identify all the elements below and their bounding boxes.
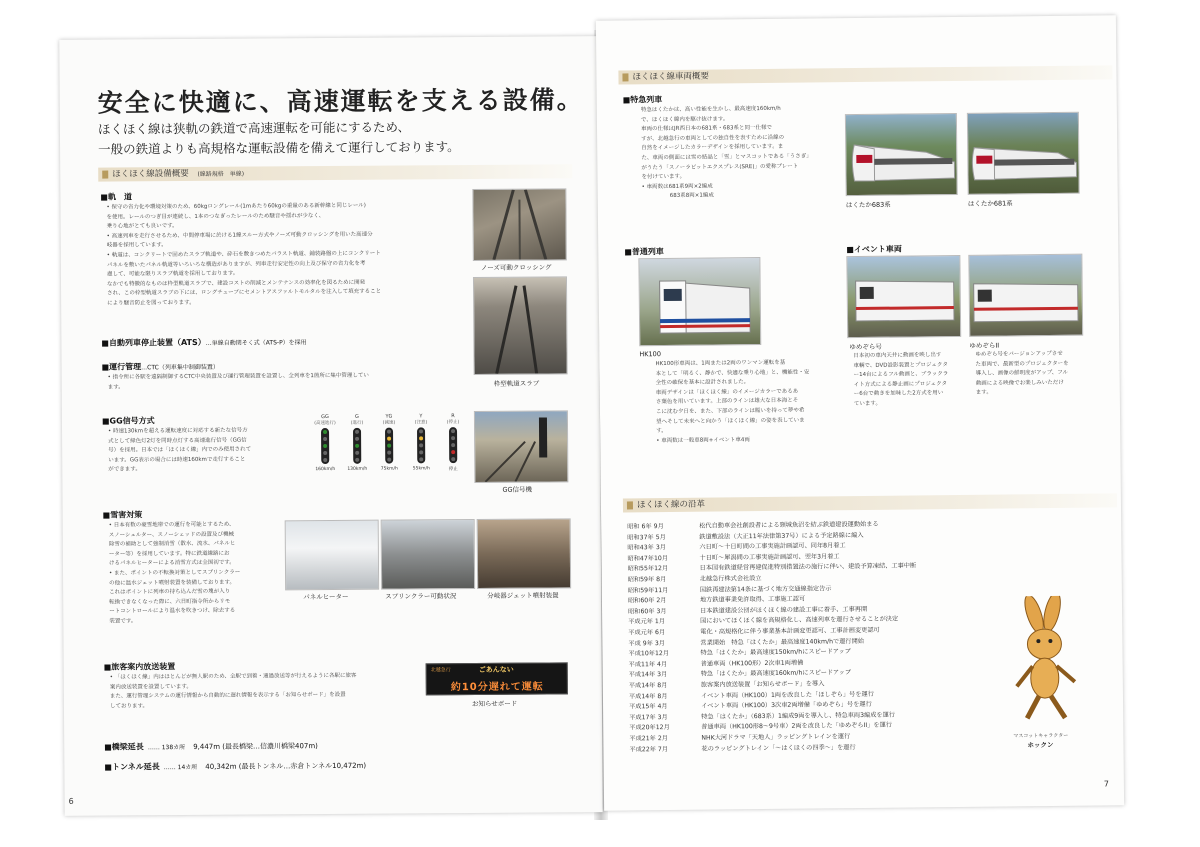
history-event: 普通車両（HK100形8〜9号車）2両を改良した「ゆめぞらII」を運行 [701, 722, 892, 732]
signal-aspect-name: G [354, 413, 359, 420]
signal-lamp [451, 436, 455, 440]
history-event: 地方鉄道事業免許取得、工事施工認可 [699, 595, 806, 604]
signal-lamp [323, 437, 327, 441]
hk100-illustration [639, 258, 760, 345]
page-number-left: 6 [68, 796, 74, 806]
history-date: 平成元年 1月 [628, 618, 666, 626]
caption-gg-signal: GG信号機 [502, 485, 533, 494]
section-band-history [623, 493, 1117, 512]
signal-aspect-name: Y [419, 413, 423, 420]
signal-lamp [387, 458, 391, 462]
gg-text: • 時速130kmを超える運転速度に対応する新たな信号方 式として緑色灯2灯を同時点灯する高速進行信号（GG信 号）を採用。日本では「ほくほく線」内でのみ使用されて います。GG表示の場合には時速160kmで走行すること ができます。 [108, 427, 252, 473]
history-event: 日本鉄道建設公団がほくほく線の建設工事に着手、工事再開 [700, 605, 868, 615]
bridge-length: ■橋梁延長 …… 138カ所 9,447m (最長橋梁…信濃川橋梁407m) [104, 742, 318, 752]
signal-lamp [419, 443, 423, 447]
caption-yumezora: ゆめぞら号 [849, 342, 882, 352]
signal-lamp [323, 458, 327, 462]
lead-line-1: ほくほく線は狭軌の鉄道で高速運転を可能にするため、 [97, 119, 410, 137]
yumezora-illustration [847, 256, 960, 337]
caption-frame-slab: 枠型軌道スラブ [493, 379, 540, 388]
signal-column [374, 413, 404, 471]
photo-gg-signal [474, 410, 569, 483]
history-date: 昭和59年11月 [627, 586, 669, 595]
signal-diagram [310, 413, 470, 484]
photo-panel-heater [285, 520, 379, 591]
tunnel-length: ■トンネル延長 …… 14カ所 40,342m (最長トンネル…赤倉トンネル10,472m) [104, 761, 367, 772]
history-event: 電化・高規格化に伴う事業基本計画変更認可、工事計画変更認可 [700, 626, 880, 636]
photo-nose-crossing [472, 188, 567, 261]
gg-heading: ■GG信号方式 [101, 416, 155, 426]
section-subtitle: (線路規格 単線) [197, 170, 245, 178]
history-date: 平成10年12月 [628, 650, 670, 658]
event-train-heading: ■イベント車両 [846, 244, 902, 255]
signal-lamp [451, 429, 455, 433]
signal-lamp [355, 437, 359, 441]
right-page [596, 15, 1124, 810]
signal-column [342, 414, 372, 472]
local-train-heading: ■普通列車 [624, 247, 664, 257]
history-event: 国鉄再建法第14条に基づく地方交通線指定告示 [699, 584, 832, 594]
history-event: NHK大河ドラマ「天地人」ラッピングトレインを運行 [701, 733, 851, 742]
page-number-right: 7 [1103, 779, 1110, 789]
signal-aspect-name: GG [321, 414, 329, 421]
signal-lamp [419, 429, 423, 433]
photo-hakutaka-683 [845, 113, 958, 196]
caption-jet-device: 分岐器ジェット噴射装置 [487, 591, 559, 600]
history-event: 特急「はくたか」最高速度160km/hにスピードアップ [700, 669, 852, 679]
section-band-rolling-stock [618, 65, 1112, 84]
signal-aspect-meaning: (進行) [350, 420, 364, 426]
yumezora2-illustration [969, 255, 1082, 336]
section-title: ほくほく線設備概要 [112, 168, 189, 180]
photo-sprinkler [381, 519, 475, 590]
signal-speed: 停止 [448, 467, 458, 473]
history-event: 鉄道敷設法（大正11年法律第37号）による予定路線に編入 [699, 531, 864, 541]
photo-yumezora [846, 255, 961, 338]
history-event: 松代自動車会社創設者による頸城魚沼を結ぶ鉄道建設運動始まる [699, 520, 879, 530]
history-date: 昭和59年 8月 [627, 576, 667, 584]
track-text: • 保守の省力化や環境対策のため、60kgロングレール(1mあたり60kgの重量のある新幹線と同じレール) を使用。レールのつぎ目が連続し、1本のつなぎったレールのため騒音や揺れが少なく、 乗り心地がとても良いです。 • 高速列車を走行させるため、中間停車場に於ける1線スルー方式やノーズ可動クロッシングを用いた高速分 岐器を採用しています。 • 軌道は、コンクリートで固めたスラブ軌道や、砕石を敷きつめたバラスト軌道、鋪装路盤の上にコンクリート パネルを敷いたパネル軌道等いろいろな構造がありますが、列車走行安定性の向上及び保守の省力化を考 慮して、可能な限りスラブ軌道を採用しております。 なかでも特徴的なものは枠型軌道スラブで、建設コストの削減とメンテナンスの効率化を図るために開発 され、この枠型軌道スラブの下には、ロングチューブにセメントアスファルトモルタルを注入して填充すること により騒音防止を図っております。 [106, 202, 382, 307]
signal-aspect-meaning: (減速) [382, 420, 396, 426]
history-date: 平成17年 3月 [629, 713, 668, 722]
mascot-name: ホックン [1027, 740, 1054, 750]
history-event: 六日町〜十日町間の工事実施計画認可、同年8月着工 [699, 542, 846, 551]
photo-hk100 [638, 257, 761, 346]
photo-hakutaka-681 [967, 112, 1080, 195]
signal-lamp [419, 450, 423, 454]
signal-column [310, 414, 340, 472]
signal-aspect-meaning: (停止) [446, 420, 460, 426]
track-heading: ■軌 道 [100, 192, 132, 202]
notice-board-message: 約10分遅れて運転 [450, 681, 544, 694]
yumezora-2-text: ゆめぞら号をバージョンアップさせ た車両で、最新型のプロジェクターを 導入し、画像の鮮明度がアップ、フル 動画による映像でお楽しみいただけ ます。 [975, 350, 1069, 397]
history-date: 平成22年 7月 [629, 745, 669, 754]
ats-heading: ■自動列車停止装置（ATS）…単線自動閉そく式（ATS-P）を採用 [101, 337, 307, 348]
history-date: 平成21年 2月 [629, 735, 668, 743]
signal-lamp [323, 451, 327, 455]
pa-text: • 「ほくほく線」内はほとんどが無人駅のため、全駅で到着・通過放送等が行えるように各駅に旅客 案内放送装置を設置しています。 また、運行管理システムの運行情報から自動的に遅れ情報を表示する「お知らせボード」を設置 しております。 [109, 672, 357, 710]
caption-sprinkler: スプリンクラー可動状況 [385, 592, 457, 601]
signal-lamp [387, 451, 391, 455]
signal-head-icon [449, 427, 457, 463]
history-date: 平成 9年 3月 [628, 639, 665, 648]
mascot-label: マスコットキャラクター [1013, 732, 1069, 740]
history-event: 花のラッピングトレイン「〜はくほくの四季〜」を運行 [701, 743, 856, 753]
signal-lamp [323, 430, 327, 434]
signal-lamp [387, 444, 391, 448]
history-date: 平成14年 3月 [628, 671, 668, 679]
notice-board: 北越急行 ごあんない 約10分遅れて運転 [426, 662, 568, 695]
photo-jet-device [477, 518, 571, 589]
signal-column [438, 413, 468, 472]
train-illustration [846, 114, 957, 195]
lead-line-2: 一般の鉄道よりも高規格な運転設備を備えて運行しております。 [98, 139, 460, 157]
signal-lamp [387, 437, 391, 441]
signal-aspect-meaning: (注意) [414, 420, 428, 426]
signal-pole-illustration [475, 411, 567, 482]
signal-lamp [451, 457, 455, 461]
signal-aspect-name: R [451, 413, 455, 420]
signal-head-icon [417, 427, 425, 463]
history-event: イベント車両（HK100）1両を改良した「ほしぞら」号を運行 [700, 690, 874, 700]
history-date: 昭和 6年 9月 [627, 523, 664, 531]
signal-head-icon [321, 428, 329, 464]
rails-illustration [473, 189, 565, 260]
train-illustration-2 [968, 113, 1079, 194]
signal-speed: 75km/h [380, 466, 398, 472]
section-band-equipment [98, 164, 572, 181]
history-event: 営業開始 特急「はくたか」最高速度140km/hで運行開始 [700, 637, 864, 647]
snow-heading: ■雪害対策 [102, 510, 143, 520]
rabbit-mascot-icon [1004, 596, 1085, 727]
signal-speed: 160km/h [315, 466, 336, 473]
caption-panel-heater: パネルヒーター [303, 592, 349, 602]
history-date: 平成11年 4月 [628, 660, 668, 669]
limited-express-text: 特急はくたかは、高い性能を生かし、最高速度160km/h で、ほくほく線内を駆け抜けます。 車両の仕様はJR西日本の681系・683系と同一仕様で すが、北越急行の車両としての独自性を表すために沿線の 自然をイメージしたカラーデザインを採用しています。ま た、車両の側面には雪の結晶と「雪」とマスコットである「うさぎ」 がうたう「スノーラビットエクスプレス(SRE)」の愛称プレート を付けています。 • 車両数は681系9両×2編成 683系8両×1編成 [640, 105, 812, 200]
signal-lamp [387, 430, 391, 434]
slab-illustration [474, 277, 567, 374]
signal-lamp [451, 443, 455, 447]
history-date: 平成14年 8月 [628, 682, 668, 690]
signal-lamp [451, 450, 455, 454]
caption-notice-board: お知らせボード [471, 699, 518, 709]
snow-text: • 日本有数の豪雪地帯での運行を可能とするため、 スノーシェルター、スノーシェッドの設置及び機械 除雪の補助として強制消雪（散水、流水、パネルヒ ーター等）を採用しています。特に鉄道線路にお けるパネルヒーターによる消雪方式は全国初です。 • また、ポイントの不転換対策としてスプリンクラー の他に温水ジェット噴射装置を装備しております。 これはポイントに列車の持ち込んだ雪の塊が入り 転換できなくなった際に、六日町指令所からリモ ートコントロールにより温水を吹きつけ、除去する 装置です。 [108, 521, 241, 625]
page-title: 安全に快適に、高速運転を支える設備。 [97, 85, 584, 118]
history-date: 昭和43年 3月 [627, 544, 666, 552]
caption-yumezora-2: ゆめぞらII [969, 341, 1000, 350]
photo-frame-slab [473, 276, 568, 375]
signal-lamp [355, 451, 359, 455]
caption-nose-crossing: ノーズ可動クロッシング [480, 263, 552, 272]
history-title: ほくほく線の沿革 [636, 499, 706, 511]
history-event: 普通車両（HK100形）2次車1両増備 [700, 659, 804, 668]
history-event: 旅客案内放送装置「お知らせボード」を導入 [700, 680, 825, 689]
signal-head-icon [353, 428, 361, 464]
signal-column [406, 413, 436, 471]
history-event: 特急「はくたか」最高速度150km/hにスピードアップ [700, 648, 851, 657]
signal-lamp [419, 436, 423, 440]
history-event: 日本国有鉄道経営再建促進特別措置法の施行に伴い、建設予算凍結、工事中断 [699, 562, 917, 573]
pa-heading: ■旅客案内放送装置 [103, 662, 176, 672]
signal-lamp [419, 457, 423, 461]
ctc-heading: ■運行管理…CTC（列車集中制御装置） [101, 362, 219, 372]
history-date: 昭和47年10月 [627, 554, 669, 563]
signal-lamp [355, 458, 359, 462]
history-event: 十日町〜犀潟間の工事実施計画認可、翌年3月着工 [699, 553, 840, 562]
signal-lamp [323, 444, 327, 448]
history-list [627, 519, 959, 762]
signal-lamp [355, 444, 359, 448]
local-train-text: HK100形車両は、1両または2両のワンマン運転を基 本として「明るく、静かで、快適な乗り心地」と、機能性・安 全性の確保を基本に設計されました。 車両デザインは「ほくほく線」のイメージカラーであるあ さ葉色を用いています。上部のラインは雄大な日本海とそ こに沈む夕日を、また、下部のラインは賑いを持って夢や希 望へそして未来へと向かう「ほくほく線」の姿を表していま す。 • 車両数は一般車8両+イベント車4両 [655, 359, 810, 444]
history-date: 昭和37年 5月 [627, 533, 666, 542]
caption-683: はくたか683系 [845, 200, 891, 210]
section-title-vehicles: ほくほく線車両概要 [632, 71, 710, 83]
caption-681: はくたか681系 [967, 199, 1013, 208]
limited-express-heading: ■特急列車 [622, 95, 663, 105]
history-date: 平成14年 8月 [628, 692, 668, 701]
signal-lamp [355, 430, 359, 434]
caption-hk100: HK100 [639, 350, 661, 359]
ctc-text: • 指令所に各駅を遠隔制御するCTC中央装置及び運行管理装置を設置し、全列車を1箇所に集中管理してい ます。 [107, 372, 369, 391]
signal-aspect-meaning: (高速進行) [314, 420, 336, 427]
photo-yumezora-2 [968, 254, 1083, 337]
history-date: 平成元年 6月 [628, 629, 666, 637]
signal-aspect-name: YG [385, 413, 393, 420]
history-date: 昭和55年12月 [627, 565, 669, 573]
history-event: 国においてほくほく線を高規格化し、高速列車を運行させることが決定 [700, 616, 899, 626]
history-date: 昭和60年 2月 [627, 597, 667, 605]
history-event: 特急「はくたか」（683系）1編成9両を導入し、特急車両3編成を運行 [701, 711, 895, 721]
history-date: 昭和60年 3月 [628, 607, 667, 616]
yumezora-text: 日本初の車内天井に動画を映し出す 車輌で、DVD設影装置とプロジェクタ ー14台によるフル動画と、ブラックラ イト方式による静止画にプロジェクタ ー6台で動きを加味した2方式を用い ています。 [853, 352, 949, 408]
history-date: 平成15年 4月 [629, 703, 668, 711]
signal-speed: 55km/h [412, 466, 430, 472]
history-event: イベント車両（HK100）3次車2両増備「ゆめぞら」号を運行 [701, 701, 872, 710]
signal-head-icon [385, 428, 393, 464]
history-event: 北越急行株式会社設立 [699, 575, 762, 583]
signal-speed: 130km/h [347, 466, 368, 472]
history-date: 平成20年12月 [629, 724, 670, 732]
left-page [59, 36, 602, 816]
